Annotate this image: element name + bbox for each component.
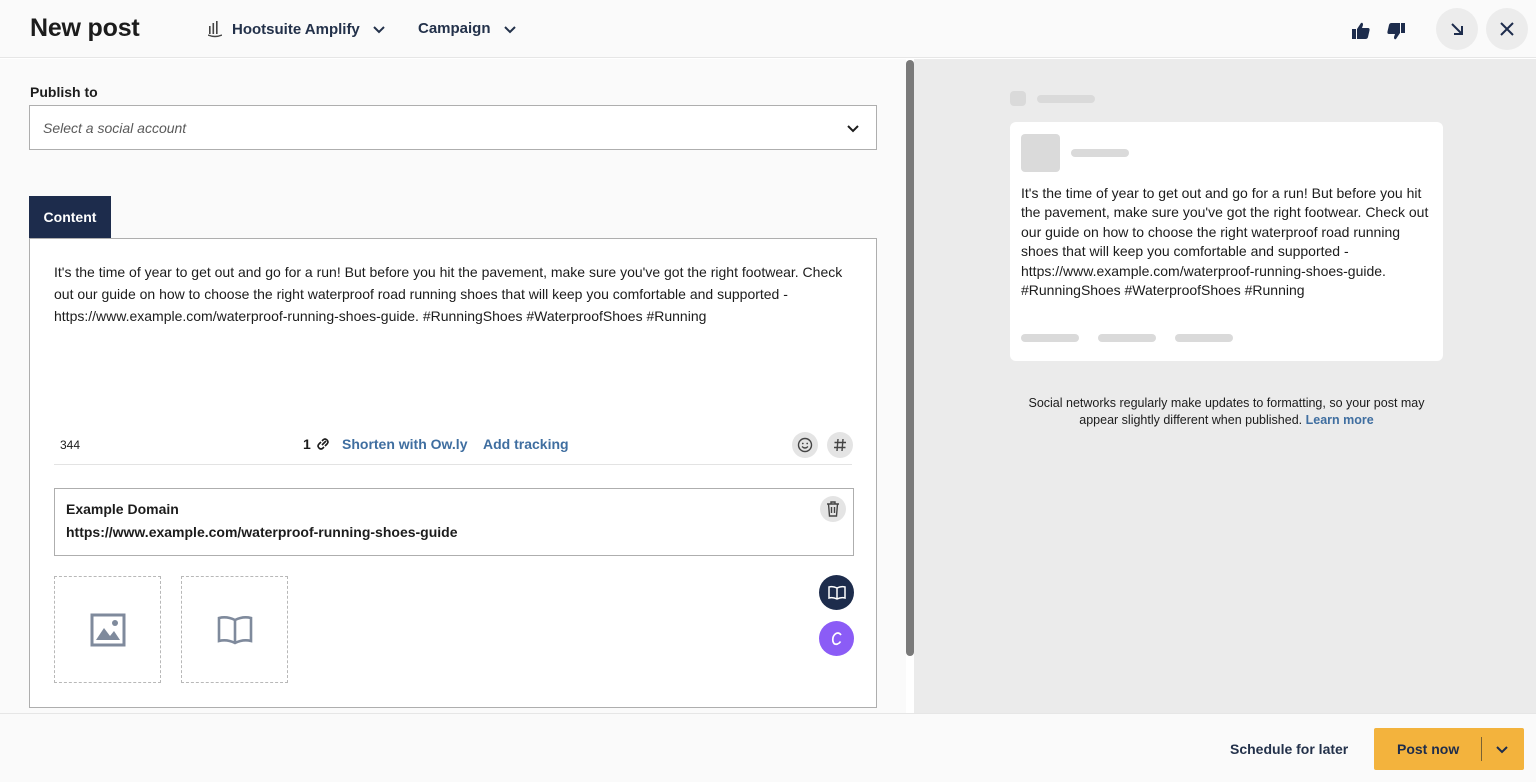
avatar bbox=[1021, 134, 1060, 172]
schedule-for-later-button[interactable]: Schedule for later bbox=[1230, 741, 1349, 757]
preview-post-text: It's the time of year to get out and go for a run! But before you hit the pavement, make sure you've got the right footwear. Check out our guide on how to choose the right waterproof road running shoes that will keep you comfortable and supported - https://www.example.com/waterproof-running-shoes-guide. #RunningShoes #WaterproofShoes #Running bbox=[1021, 185, 1429, 299]
preview-disclaimer-text: Social networks regularly make updates to formatting, so your post may appear slightly different when published. bbox=[1028, 396, 1425, 427]
campaign-label: Campaign bbox=[418, 20, 491, 37]
learn-more-link[interactable]: Learn more bbox=[1305, 413, 1374, 427]
link-preview-card bbox=[54, 488, 854, 556]
campaign-dropdown[interactable] bbox=[418, 20, 517, 37]
preview-disclaimer bbox=[1010, 395, 1443, 429]
editor-divider bbox=[54, 464, 852, 465]
add-from-library-slot[interactable] bbox=[181, 576, 288, 683]
character-count: 344 bbox=[60, 438, 81, 452]
page-title: New post bbox=[30, 14, 140, 42]
arrow-down-right-icon bbox=[1449, 21, 1465, 37]
chevron-down-icon bbox=[846, 121, 860, 135]
organization-dropdown[interactable] bbox=[208, 20, 386, 38]
social-account-placeholder: Select a social account bbox=[43, 120, 187, 136]
close-icon bbox=[1499, 21, 1515, 37]
thumbs-up-icon bbox=[1351, 21, 1371, 41]
organization-label: Hootsuite Amplify bbox=[232, 20, 360, 38]
shorten-owly-link[interactable]: Shorten with Ow.ly bbox=[342, 436, 468, 452]
preview-action-skeleton bbox=[1098, 334, 1156, 342]
image-icon bbox=[90, 613, 126, 647]
social-account-select[interactable] bbox=[29, 105, 877, 150]
composer-scrollbar[interactable] bbox=[906, 60, 914, 656]
post-now-button[interactable] bbox=[1374, 728, 1524, 770]
post-now-label: Post now bbox=[1397, 741, 1460, 757]
thumbs-up-button[interactable] bbox=[1350, 20, 1372, 42]
post-editor bbox=[29, 238, 877, 708]
emoji-icon bbox=[797, 437, 813, 453]
post-text-input[interactable]: It's the time of year to get out and go for a run! But before you hit the pavement, make sure you've got the right footwear. Check out our guide on how to choose the right waterproof road running shoes that will keep you comfortable and supported - https://www.example.com/waterproof-running-shoes-guide. #RunningShoes #WaterproofShoes #Running bbox=[54, 264, 843, 324]
emoji-button[interactable] bbox=[792, 432, 818, 458]
link-preview-url: https://www.example.com/waterproof-running-shoes-guide bbox=[66, 524, 458, 540]
preview-action-skeleton bbox=[1175, 334, 1233, 342]
link-icon bbox=[315, 436, 331, 452]
chevron-down-icon bbox=[372, 22, 386, 36]
link-count-value: 1 bbox=[303, 436, 311, 452]
organization-icon bbox=[208, 20, 222, 38]
content-library-button[interactable] bbox=[819, 575, 854, 610]
hashtag-button[interactable] bbox=[827, 432, 853, 458]
tab-content[interactable]: Content bbox=[29, 196, 111, 238]
book-icon bbox=[828, 585, 846, 601]
thumbs-down-icon bbox=[1386, 21, 1406, 41]
add-image-slot[interactable] bbox=[54, 576, 161, 683]
chevron-down-icon bbox=[503, 22, 517, 36]
preview-network-skeleton bbox=[1037, 95, 1095, 103]
remove-link-preview-button[interactable] bbox=[820, 496, 846, 522]
publish-to-label: Publish to bbox=[30, 84, 98, 100]
chevron-down-icon[interactable] bbox=[1495, 742, 1509, 756]
link-count bbox=[303, 436, 331, 452]
preview-network-skeleton bbox=[1010, 91, 1026, 106]
add-tracking-link[interactable]: Add tracking bbox=[483, 436, 569, 452]
trash-icon bbox=[826, 501, 840, 517]
book-icon bbox=[217, 614, 253, 646]
preview-action-skeleton bbox=[1021, 334, 1079, 342]
canva-button[interactable] bbox=[819, 621, 854, 656]
hashtag-icon bbox=[833, 438, 847, 452]
composer-header bbox=[0, 0, 1536, 58]
post-preview-card bbox=[1010, 122, 1443, 361]
close-button[interactable] bbox=[1486, 8, 1528, 50]
link-preview-title: Example Domain bbox=[66, 501, 179, 517]
minimize-button[interactable] bbox=[1436, 8, 1478, 50]
preview-username-skeleton bbox=[1071, 149, 1129, 157]
canva-icon bbox=[828, 630, 846, 648]
thumbs-down-button[interactable] bbox=[1385, 20, 1407, 42]
post-now-divider bbox=[1481, 737, 1482, 761]
